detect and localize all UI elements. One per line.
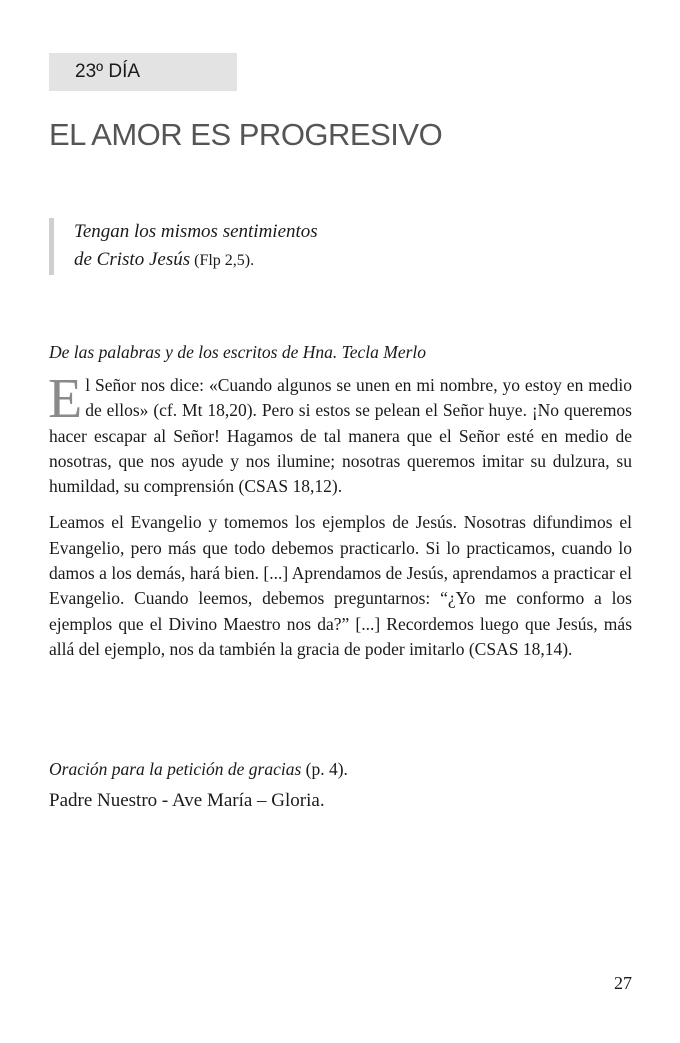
page-number: 27 — [614, 973, 632, 993]
paragraph-2: Leamos el Evangelio y tomemos los ejemplos de Jesús. Nosotras difundimos el Evangelio, pero más que todo debemos practicarlo. Si lo practicamos, cuando lo damos a los demás, hará bien. [...] Aprendamos de Jesús, aprendamos a practicar el Evangelio. Cuando leemos, debemos preguntarnos: “¿Yo me conformo a los ejemplos que el Divino Maestro nos da?” [...] Recordemos luego que Jesús, más allá del ejemplo, nos da también la gracia de poder imitarlo (CSAS 18,14). — [49, 512, 632, 659]
quote-line-1: Tengan los mismos sentimientos — [74, 221, 318, 242]
quote-line-2-text: de Cristo Jesús — [74, 249, 191, 270]
page-title: EL AMOR ES PROGRESIVO — [49, 117, 443, 152]
closing-prayers: Padre Nuestro - Ave María – Gloria. — [49, 790, 325, 811]
paragraph-1 — [48, 368, 632, 499]
paragraph-1-text: l Señor nos dice: «Cuando algunos se unen en mi nombre, yo estoy en medio de ellos» (cf. Mt 18,20). Pero si estos se pelean el Señor huye. ¡No queremos hacer escapar al Señor! Hagamos de tal manera que el Señor esté en medio de nosotras, que nos ayude y nos ilumine; nosotras queremos imitar su dulzura, su humildad, su comprensión (CSAS 18,12). — [49, 375, 632, 497]
drop-cap: E — [48, 368, 83, 430]
scripture-quote — [49, 218, 609, 275]
source-heading: De las palabras y de los escritos de Hna. Tecla Merlo — [49, 342, 427, 362]
prayer-reference: (p. 4). — [301, 759, 348, 779]
quote-reference: (Flp 2,5). — [190, 252, 255, 269]
prayer-instruction — [49, 759, 348, 780]
quote-line-2 — [74, 246, 609, 275]
day-label: 23º DÍA — [49, 53, 237, 91]
prayer-label: Oración para la petición de gracias — [49, 759, 302, 779]
body-text — [48, 368, 632, 673]
